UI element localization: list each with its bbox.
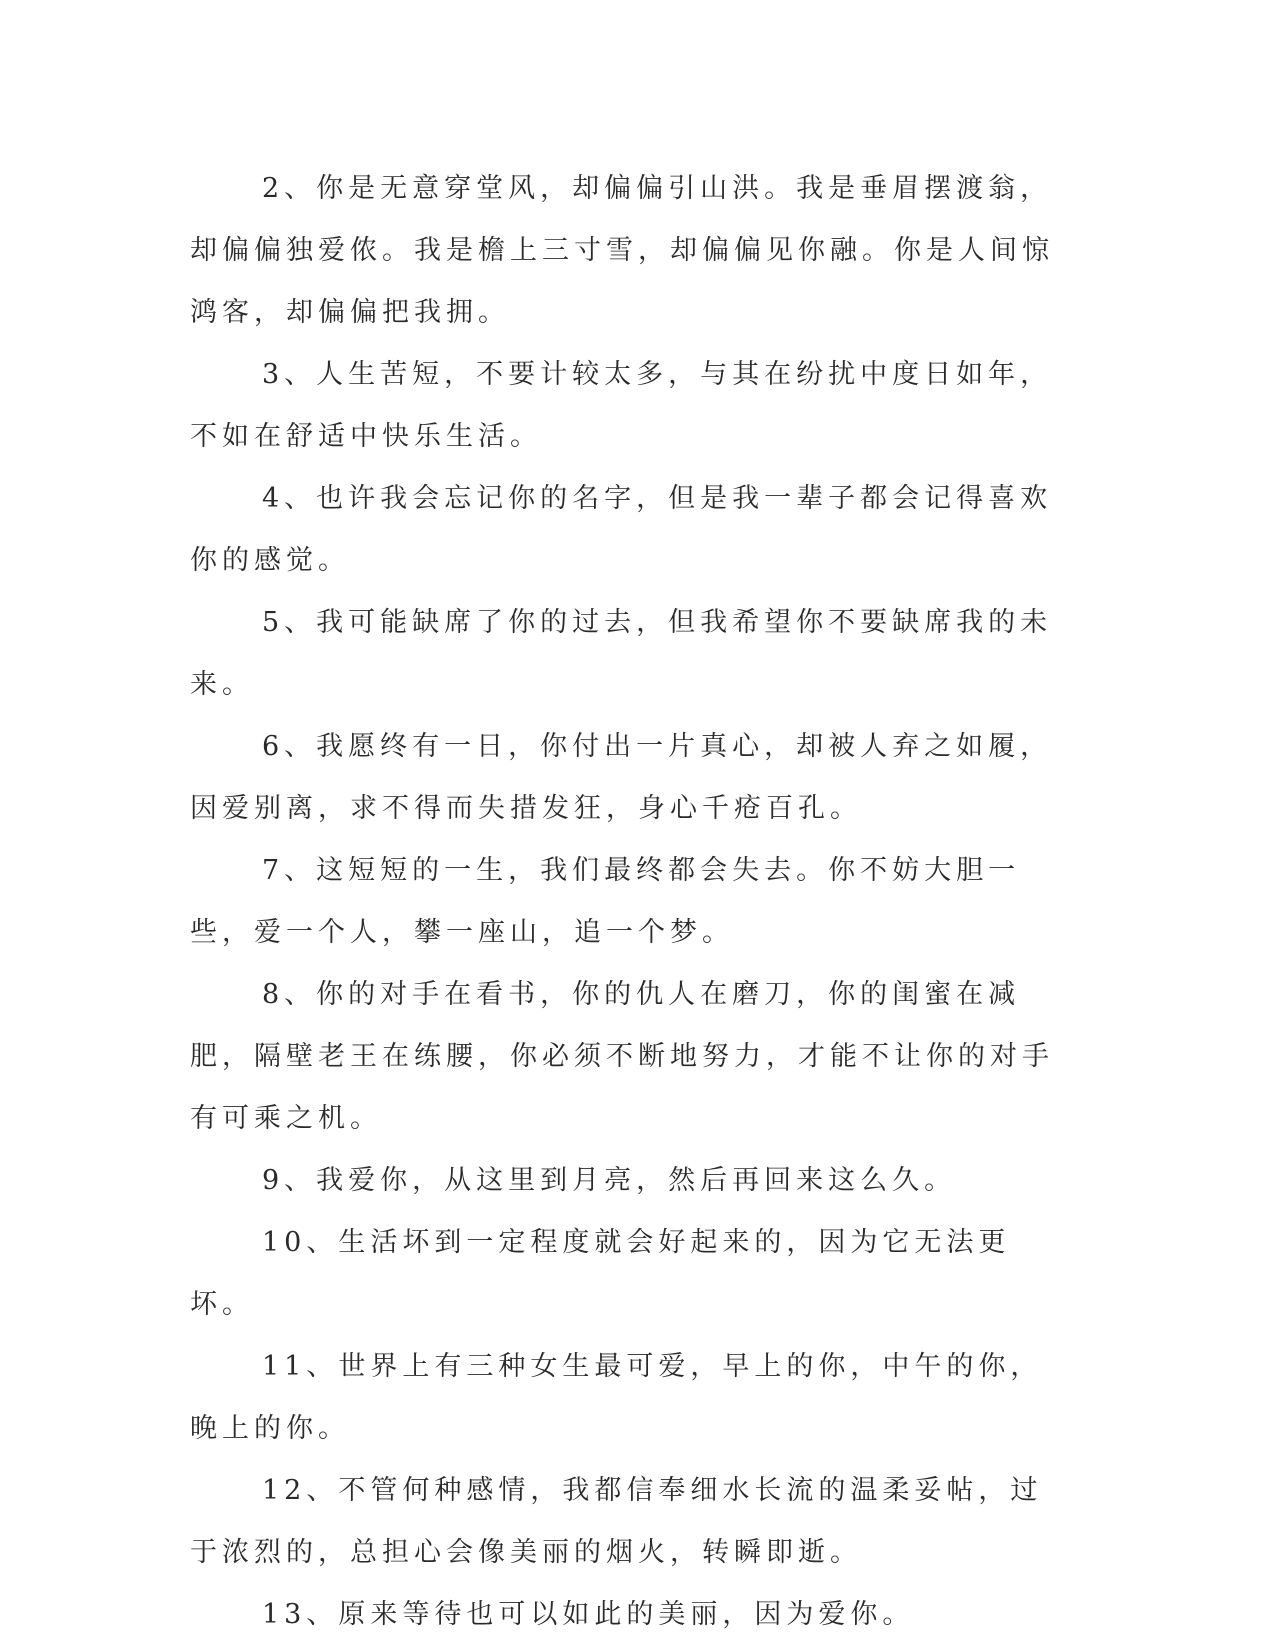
paragraph-10: 10、生活坏到一定程度就会好起来的，因为它无法更坏。 <box>190 1227 1011 1320</box>
paragraph-12: 12、不管何种感情，我都信奉细水长流的温柔妥帖，过于浓烈的，总担心会像美丽的烟火，转瞬即逝。 <box>190 1475 1043 1568</box>
paragraph-8: 8、你的对手在看书，你的仇人在磨刀，你的闺蜜在减肥，隔壁老王在练腰，你必须不断地努力，才能不让你的对手有可乘之机。 <box>190 979 1054 1134</box>
paragraph-6: 6、我愿终有一日，你付出一片真心，却被人弃之如履，因爱别离，求不得而失措发狂，身心千疮百孔。 <box>190 731 1053 824</box>
paragraph-9: 9、我爱你，从这里到月亮，然后再回来这么久。 <box>262 1165 957 1196</box>
paragraph-3: 3、人生苦短，不要计较太多，与其在纷扰中度日如年，不如在舒适中快乐生活。 <box>190 359 1053 452</box>
paragraph-13: 13、原来等待也可以如此的美丽，因为爱你。 <box>262 1599 915 1630</box>
document-body <box>190 158 1070 1646</box>
paragraph-11: 11、世界上有三种女生最可爱，早上的你，中午的你，晚上的你。 <box>190 1351 1043 1444</box>
paragraph-4: 4、也许我会忘记你的名字，但是我一辈子都会记得喜欢你的感觉。 <box>190 483 1053 576</box>
paragraph-2: 2、你是无意穿堂风，却偏偏引山洪。我是垂眉摆渡翁，却偏偏独爱侬。我是檐上三寸雪，却偏偏见你融。你是人间惊鸿客，却偏偏把我拥。 <box>190 173 1054 328</box>
paragraph-7: 7、这短短的一生，我们最终都会失去。你不妨大胆一些，爱一个人，攀一座山，追一个梦。 <box>190 855 1021 948</box>
paragraph-5: 5、我可能缺席了你的过去，但我希望你不要缺席我的未来。 <box>190 607 1053 700</box>
